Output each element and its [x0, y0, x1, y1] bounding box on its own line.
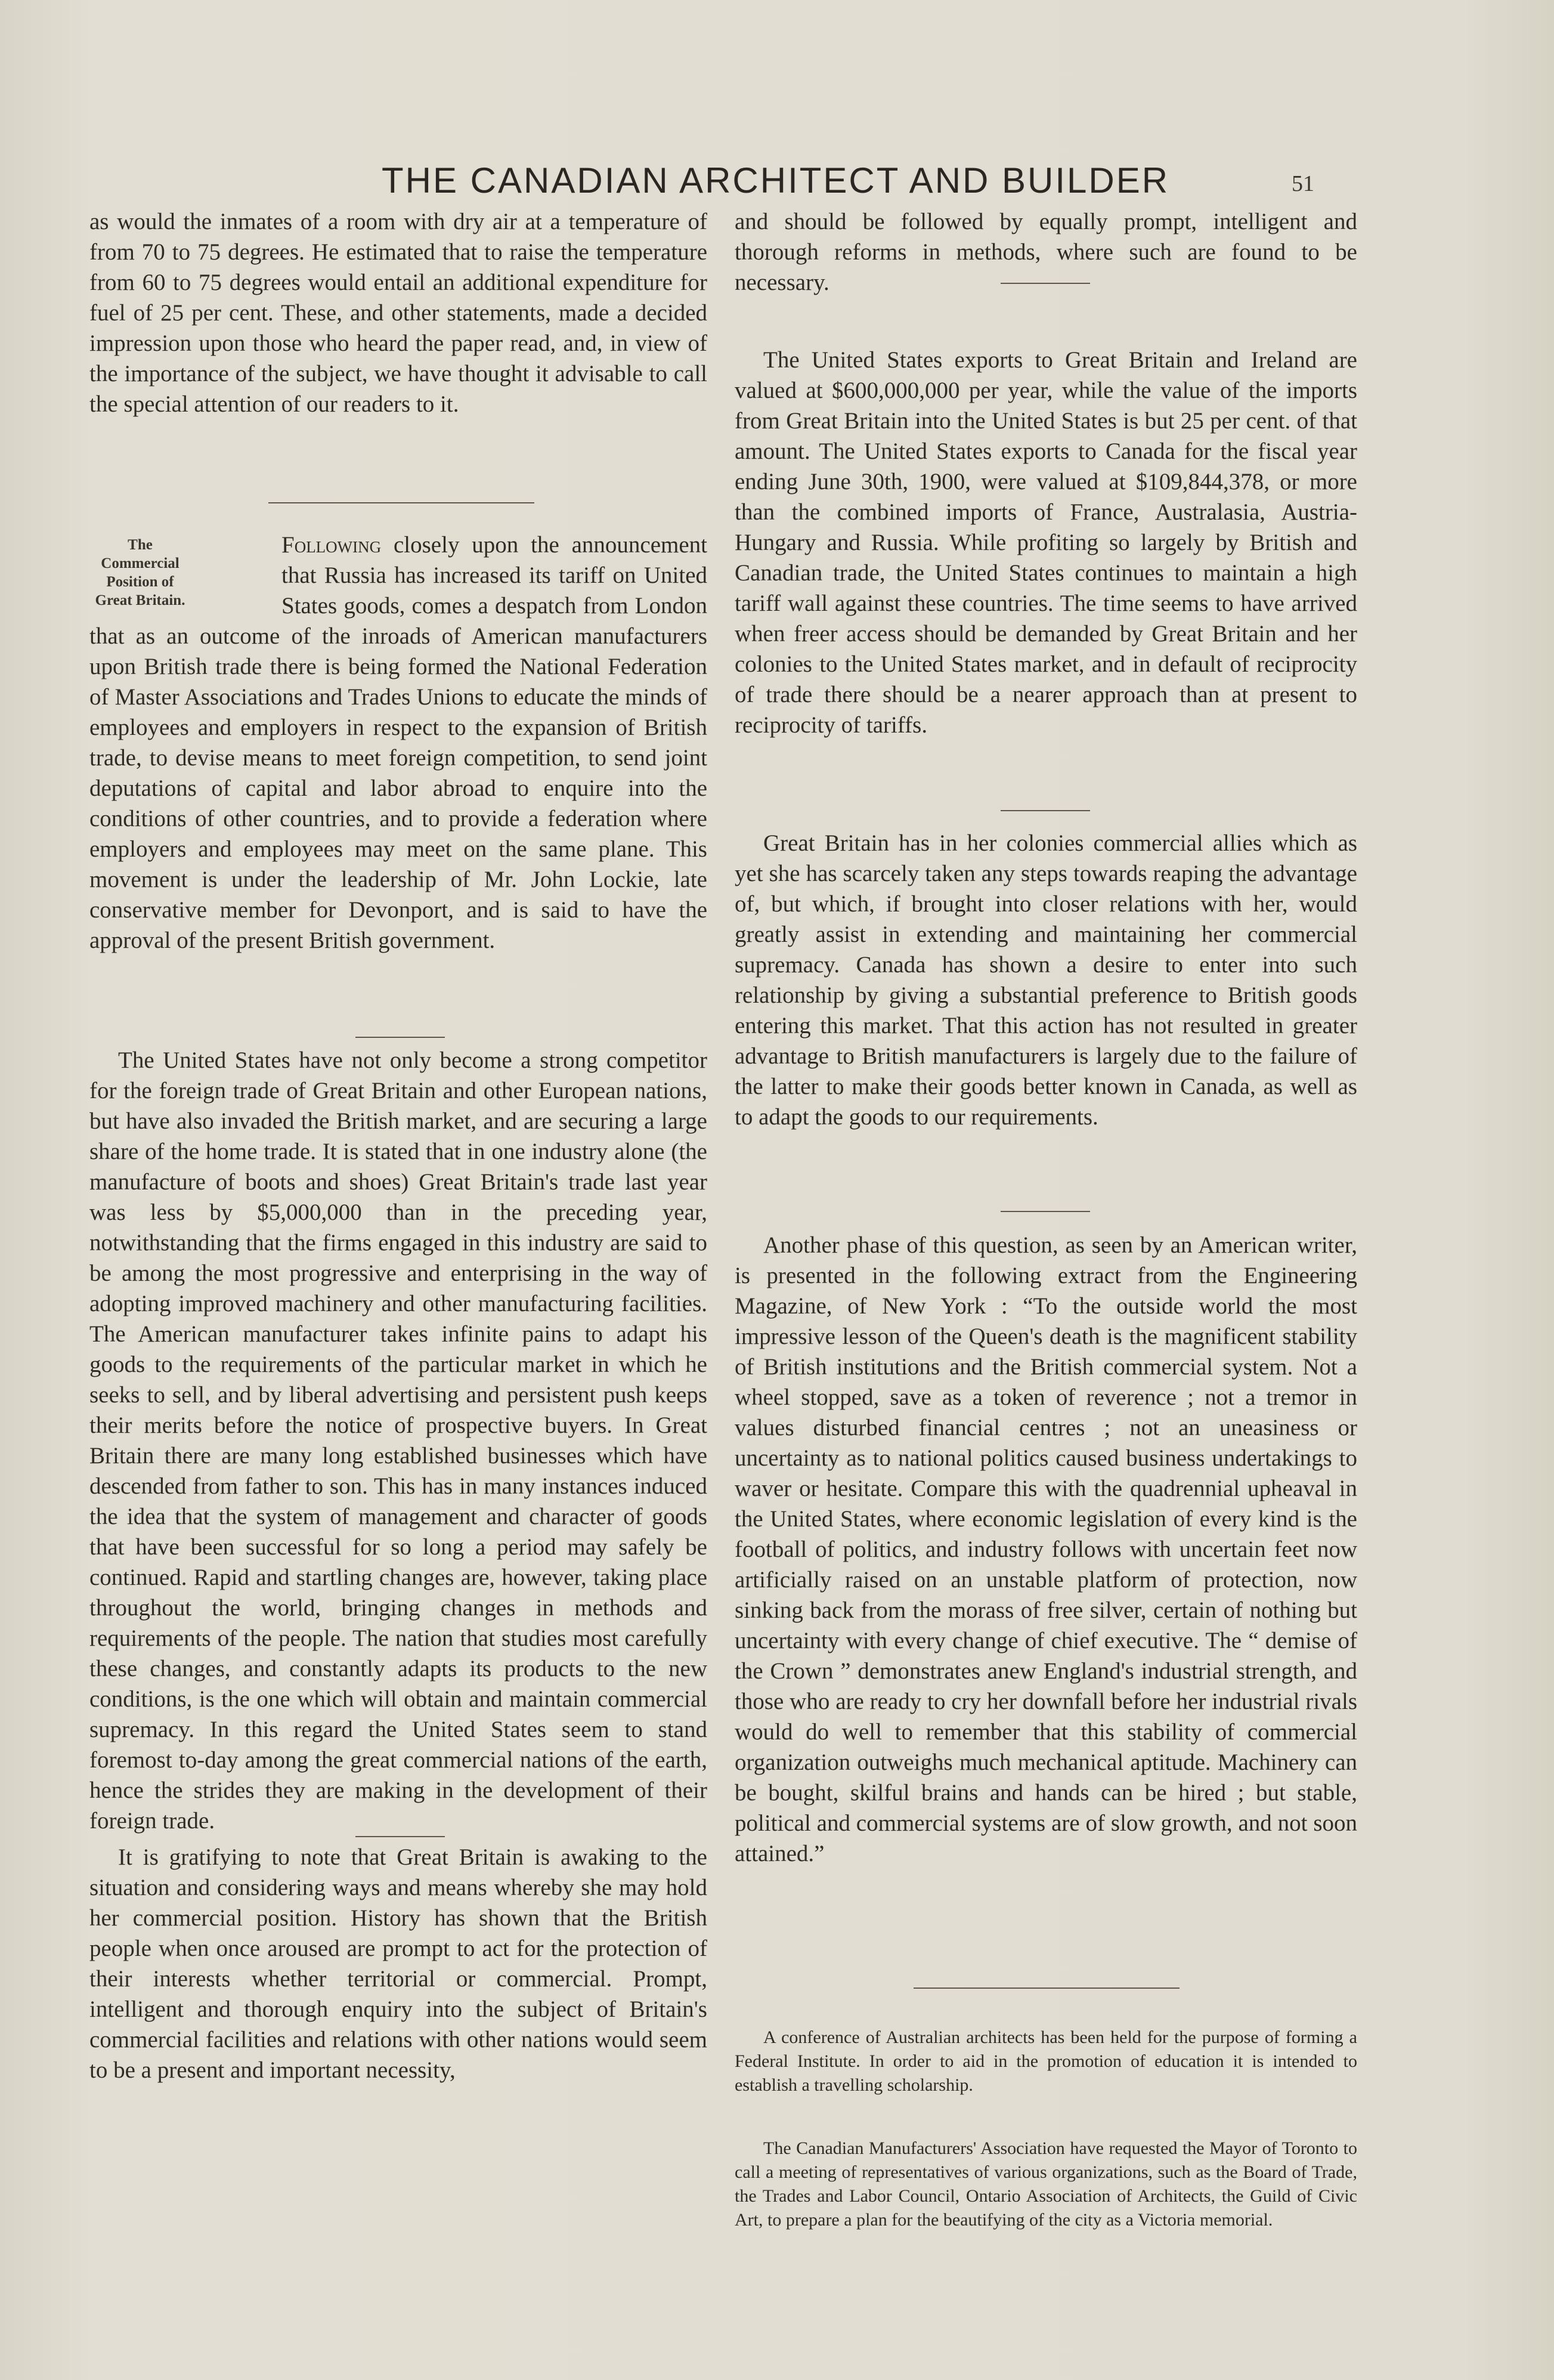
right-paragraph-3: Great Britain has in her colonies commercial allies which as yet she has scarcely taken any steps towards reaping the advantage of, but which, if brought into closer relations with her, would greatly assist in extending and maintaining her commercial supremacy. Canada has shown a desire to enter into such relationship by giving a substantial preference to British goods entering this market. That this action has not resulted in greater advantage to British manufacturers is largely due to the failure of the latter to make their goods better known in Canada, as well as to adapt the goods to our requirements. [735, 830, 1357, 1130]
right-paragraph-1: and should be followed by equally prompt, intelligent and thorough reforms in methods, where such are found to be necessary. [735, 209, 1357, 295]
footnote-2: The Canadian Manufacturers' Association have requested the Mayor of Toronto to call a meeting of representatives of various organizations, such as the Board of Trade, the Trades and Labor Council, Ontario Association of Architects, the Guild of Civic Art, to prepare a plan for the beautifying of the city as a Victoria memorial. [735, 2138, 1357, 2230]
footnote-1: A conference of Australian architects has been held for the purpose of forming a Federal Institute. In order to aid in the promotion of education it is intended to establish a travelling scholarship. [735, 2027, 1357, 2095]
side-heading: The Commercial Position of Great Britain. [95, 537, 185, 608]
left-paragraph-2-body: closely upon the announcement that Russia has increased its tariff on United States goods, comes a despatch from London that as an outcome of the inroads of American manufacturers upon British trade there is being formed the National Federation of Master Associations and Trades Unions to educate the minds of employees and employers in respect to the expansion of British trade, to devise means to meet foreign competition, to send joint deputations of capital and labor abroad to enquire into the conditions of other countries, and to provide a federation where employers and employees may meet on the same plane. This movement is under the leadership of Mr. John Lockie, late conservative member for Devonport, and is said to have the approval of the present British government. [89, 532, 707, 953]
section-divider [1001, 810, 1090, 811]
footnote-divider [914, 1988, 1180, 1989]
left-paragraph-2 [89, 530, 707, 956]
page-number: 51 [1292, 171, 1314, 196]
section-divider [355, 1037, 445, 1038]
lead-in-word: Following [281, 532, 382, 558]
left-paragraph-4: It is gratifying to note that Great Britain is awaking to the situation and considering ways and means whereby she may hold her commercial position. History has shown that the British people when once aroused are prompt to act for the protection of their interests whether territorial or commercial. Prompt, intelligent and thorough enquiry into the subject of Britain's commercial facilities and relations with other nations would seem to be a present and important necessity, [89, 1844, 707, 2083]
section-divider [355, 1836, 445, 1837]
section-divider [268, 502, 534, 503]
right-paragraph-2: The United States exports to Great Britain and Ireland are valued at $600,000,000 per year, while the value of the imports from Great Britain into the United States is but 25 per cent. of that amount. The United States exports to Canada for the fiscal year ending June 30th, 1900, were valued at $109,844,378, or more than the combined imports of France, Australasia, Austria-Hungary and Russia. While profiting so largely by British and Canadian trade, the United States continues to maintain a high tariff wall against these countries. The time seems to have arrived when freer access should be demanded by Great Britain and her colonies to the United States market, and in default of reciprocity of trade there should be a nearer approach than at present to reciprocity of tariffs. [735, 347, 1357, 738]
section-divider [1001, 1211, 1090, 1212]
right-paragraph-4: Another phase of this question, as seen by an American writer, is presented in the following extract from the Engineering Magazine, of New York : “To the outside world the most impressive lesson of the Queen's death is the magnificent stability of British institutions and the British commercial system. Not a wheel stopped, save as a token of reverence ; not a tremor in values disturbed financial centres ; not an uneasiness or uncertainty as to national politics caused business undertakings to waver or hesitate. Compare this with the quadrennial upheaval in the United States, where economic legislation of every kind is the football of politics, and industry follows with uncertain feet now artificially raised on an unstable platform of protection, now sinking back from the morass of free silver, certain of nothing but uncertainty with every change of chief executive. The “ demise of the Crown ” demonstrates anew England's industrial strength, and those who are ready to cry her downfall before her industrial rivals would do well to remember that this stability of commercial organization outweighs much mechanical aptitude. Machinery can be bought, skilful brains and hands can be hired ; but stable, political and commercial systems are of slow growth, and not soon attained.” [735, 1232, 1357, 1866]
page-header-title: THE CANADIAN ARCHITECT AND BUILDER [382, 160, 1170, 200]
left-paragraph-1: as would the inmates of a room with dry air at a temperature of from 70 to 75 degrees. He estimated that to raise the temperature from 60 to 75 degrees would entail an additional expenditure for fuel of 25 per cent. These, and other statements, made a decided impression upon those who heard the paper read, and, in view of the importance of the subject, we have thought it advisable to call the special attention of our readers to it. [89, 209, 707, 417]
section-divider [1001, 283, 1090, 284]
left-paragraph-3: The United States have not only become a strong competitor for the foreign trade of Great Britain and other European nations, but have also invaded the British market, and are securing a large share of the home trade. It is stated that in one industry alone (the manufacture of boots and shoes) Great Britain's trade last year was less by $5,000,000 than in the preceding year, notwithstanding that the firms engaged in this industry are said to be among the most progressive and enterprising in the way of adopting improved machinery and other manufacturing facilities. The American manufacturer takes infinite pains to adapt his goods to the requirements of the particular market in which he seeks to sell, and by liberal advertising and persistent push keeps their merits before the notice of prospective buyers. In Great Britain there are many long established businesses which have descended from father to son. This has in many instances induced the idea that the system of management and character of goods that have been successful for so long a period may safely be continued. Rapid and startling changes are, however, taking place throughout the world, bringing changes in methods and requirements of the people. The nation that studies most carefully these changes, and constantly adapts its products to the new conditions, is the one which will obtain and maintain commercial supremacy. In this regard the United States seem to stand foremost to-day among the great commercial nations of the earth, hence the strides they are making in the development of their foreign trade. [89, 1047, 707, 1834]
